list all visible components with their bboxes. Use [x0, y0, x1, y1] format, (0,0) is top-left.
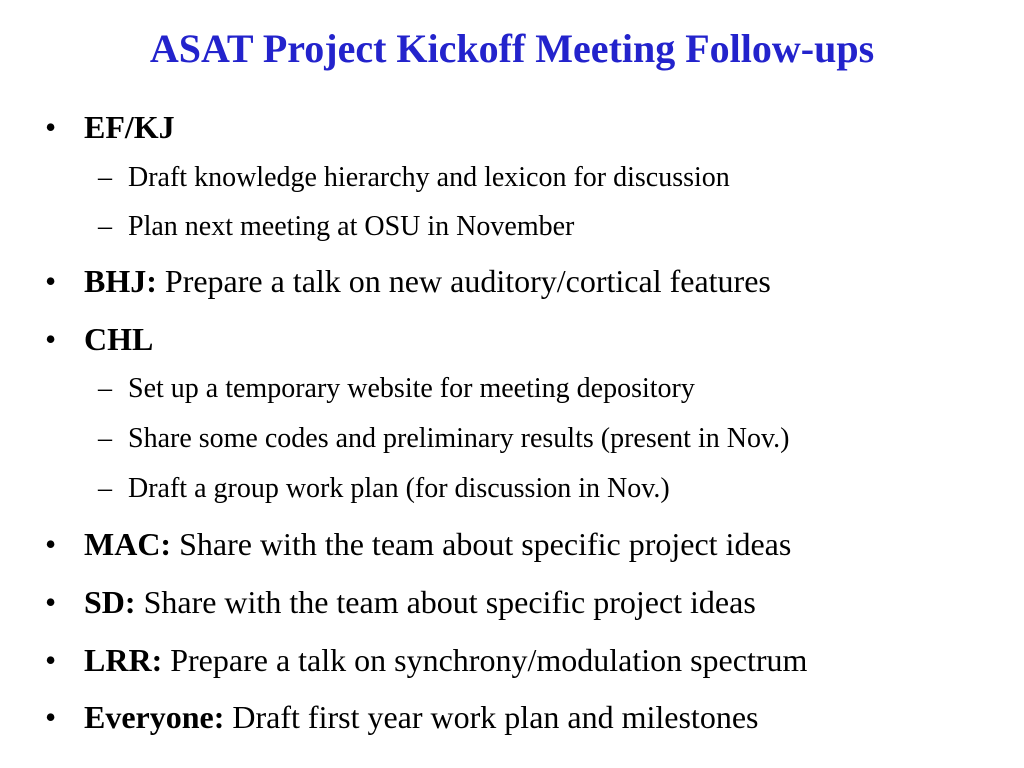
dash-marker: –	[98, 373, 112, 404]
bullet-item-mac	[45, 524, 792, 564]
bullet-text: Draft first year work plan and milestones	[224, 699, 759, 735]
sub-item-text: Share some codes and preliminary results (present in Nov.)	[128, 423, 790, 454]
bullet-marker: •	[45, 699, 57, 735]
sub-item-text: Draft a group work plan (for discussion in Nov.)	[128, 473, 670, 504]
bullet-text: Prepare a talk on synchrony/modulation spectrum	[162, 642, 808, 678]
bullet-label: CHL	[84, 321, 154, 357]
bullet-item-everyone	[45, 697, 759, 737]
bullet-label: BHJ:	[84, 263, 157, 299]
bullet-label: LRR:	[84, 642, 163, 678]
dash-marker: –	[98, 423, 112, 454]
bullet-marker: •	[45, 584, 57, 620]
bullet-text: Share with the team about specific project ideas	[171, 526, 792, 562]
bullet-label: Everyone:	[84, 699, 225, 735]
sub-item-share-codes	[98, 422, 790, 456]
sub-item-text: Draft knowledge hierarchy and lexicon for discussion	[128, 162, 730, 193]
sub-item-text: Set up a temporary website for meeting depository	[128, 373, 695, 404]
bullet-marker: •	[45, 109, 57, 145]
bullet-label: MAC:	[84, 526, 172, 562]
bullet-marker: •	[45, 642, 57, 678]
bullet-label: EF/KJ	[84, 109, 175, 145]
bullet-item-efkj	[45, 107, 175, 147]
dash-marker: –	[98, 473, 112, 504]
sub-item-plan-meeting	[98, 210, 575, 244]
bullet-item-chl	[45, 319, 154, 359]
slide-title: ASAT Project Kickoff Meeting Follow-ups	[149, 26, 875, 71]
dash-marker: –	[98, 162, 112, 193]
bullet-item-sd	[45, 582, 756, 622]
bullet-marker: •	[45, 263, 57, 299]
sub-item-text: Plan next meeting at OSU in November	[128, 211, 575, 242]
dash-marker: –	[98, 211, 112, 242]
bullet-item-bhj	[45, 261, 771, 301]
sub-item-draft-knowledge	[98, 161, 730, 195]
bullet-text: Share with the team about specific project ideas	[135, 584, 756, 620]
sub-item-group-plan	[98, 472, 670, 506]
bullet-label: SD:	[84, 584, 136, 620]
sub-item-website	[98, 372, 695, 406]
bullet-marker: •	[45, 526, 57, 562]
bullet-marker: •	[45, 321, 57, 357]
bullet-text: Prepare a talk on new auditory/cortical features	[156, 263, 771, 299]
bullet-item-lrr	[45, 640, 808, 680]
